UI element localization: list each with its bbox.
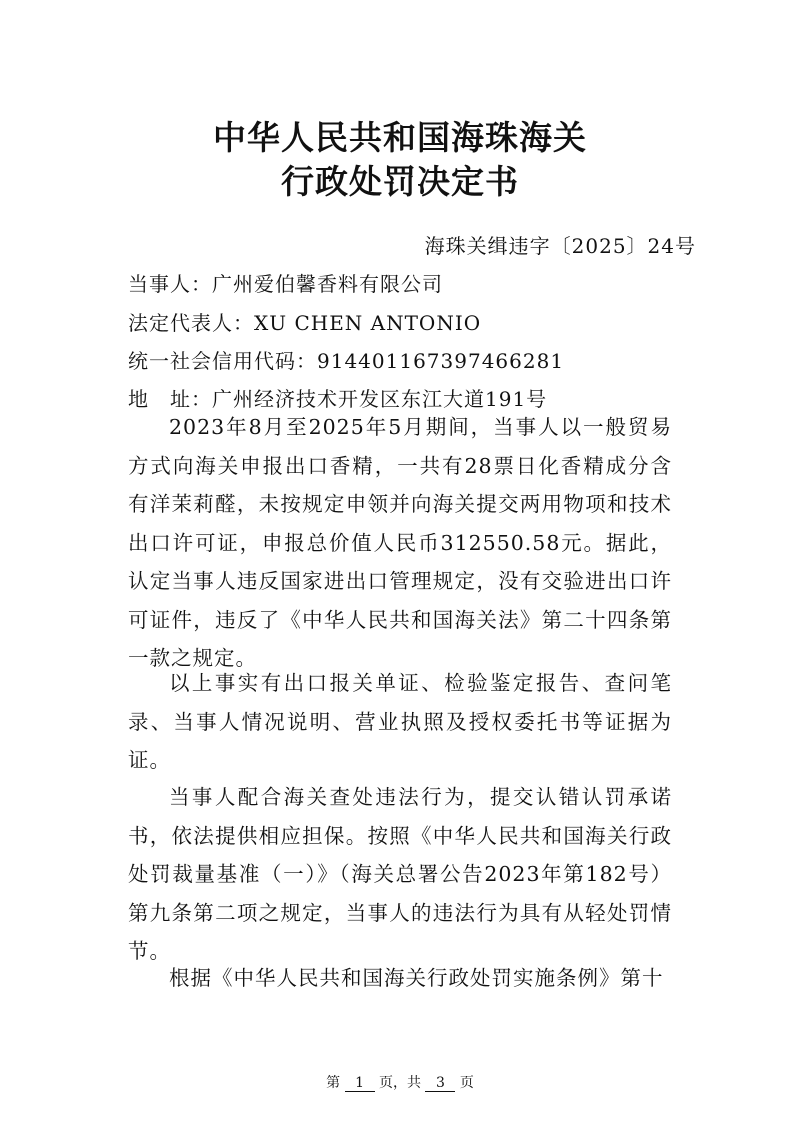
address-line: 地 址：广州经济技术开发区东江大道191号: [128, 387, 548, 411]
footer-total-pages: 3: [425, 1075, 455, 1092]
legal-representative-line: 法定代表人：XU CHEN ANTONIO: [128, 311, 482, 335]
footer-middle: 页，共: [379, 1075, 421, 1091]
party-line: 当事人：广州爱伯馨香料有限公司: [128, 272, 443, 296]
document-title-line1: 中华人民共和国海珠海关: [213, 118, 587, 157]
paragraph-evidence: 以上事实有出口报关单证、检验鉴定报告、查问笔录、当事人情况说明、营业执照及授权委托书等证据为证。: [128, 671, 672, 772]
credit-code-line: 统一社会信用代码：914401167397466281: [128, 349, 565, 373]
document-title-line2: 行政处罚决定书: [281, 162, 519, 201]
paragraph-basis: 根据《中华人民共和国海关行政处罚实施条例》第十: [169, 966, 664, 990]
footer-suffix: 页: [459, 1075, 474, 1091]
footer-prefix: 第: [326, 1075, 341, 1091]
footer-page-number: 1: [345, 1075, 375, 1092]
document-number: 海珠关缉违字〔2025〕24号: [424, 234, 696, 258]
paragraph-mitigation: 当事人配合海关查处违法行为，提交认错认罚承诺书，依法提供相应担保。按照《中华人民共和国海关行政处罚裁量基准（一）》（海关总署公告2023年第182号）第九条第二项之规定，当事人的违法行为具有从轻处罚情节。: [128, 785, 672, 963]
paragraph-facts: 2023年8月至2025年5月期间，当事人以一般贸易方式向海关申报出口香精，一共有28票日化香精成分含有洋茉莉醛，未按规定申领并向海关提交两用物项和技术出口许可证，申报总价值人民币312550.58元。据此，认定当事人违反国家进出口管理规定，没有交验进出口许可证件，违反了《中华人民共和国海关法》第二十四条第一款之规定。: [128, 415, 672, 670]
page-footer: [0, 1072, 800, 1092]
